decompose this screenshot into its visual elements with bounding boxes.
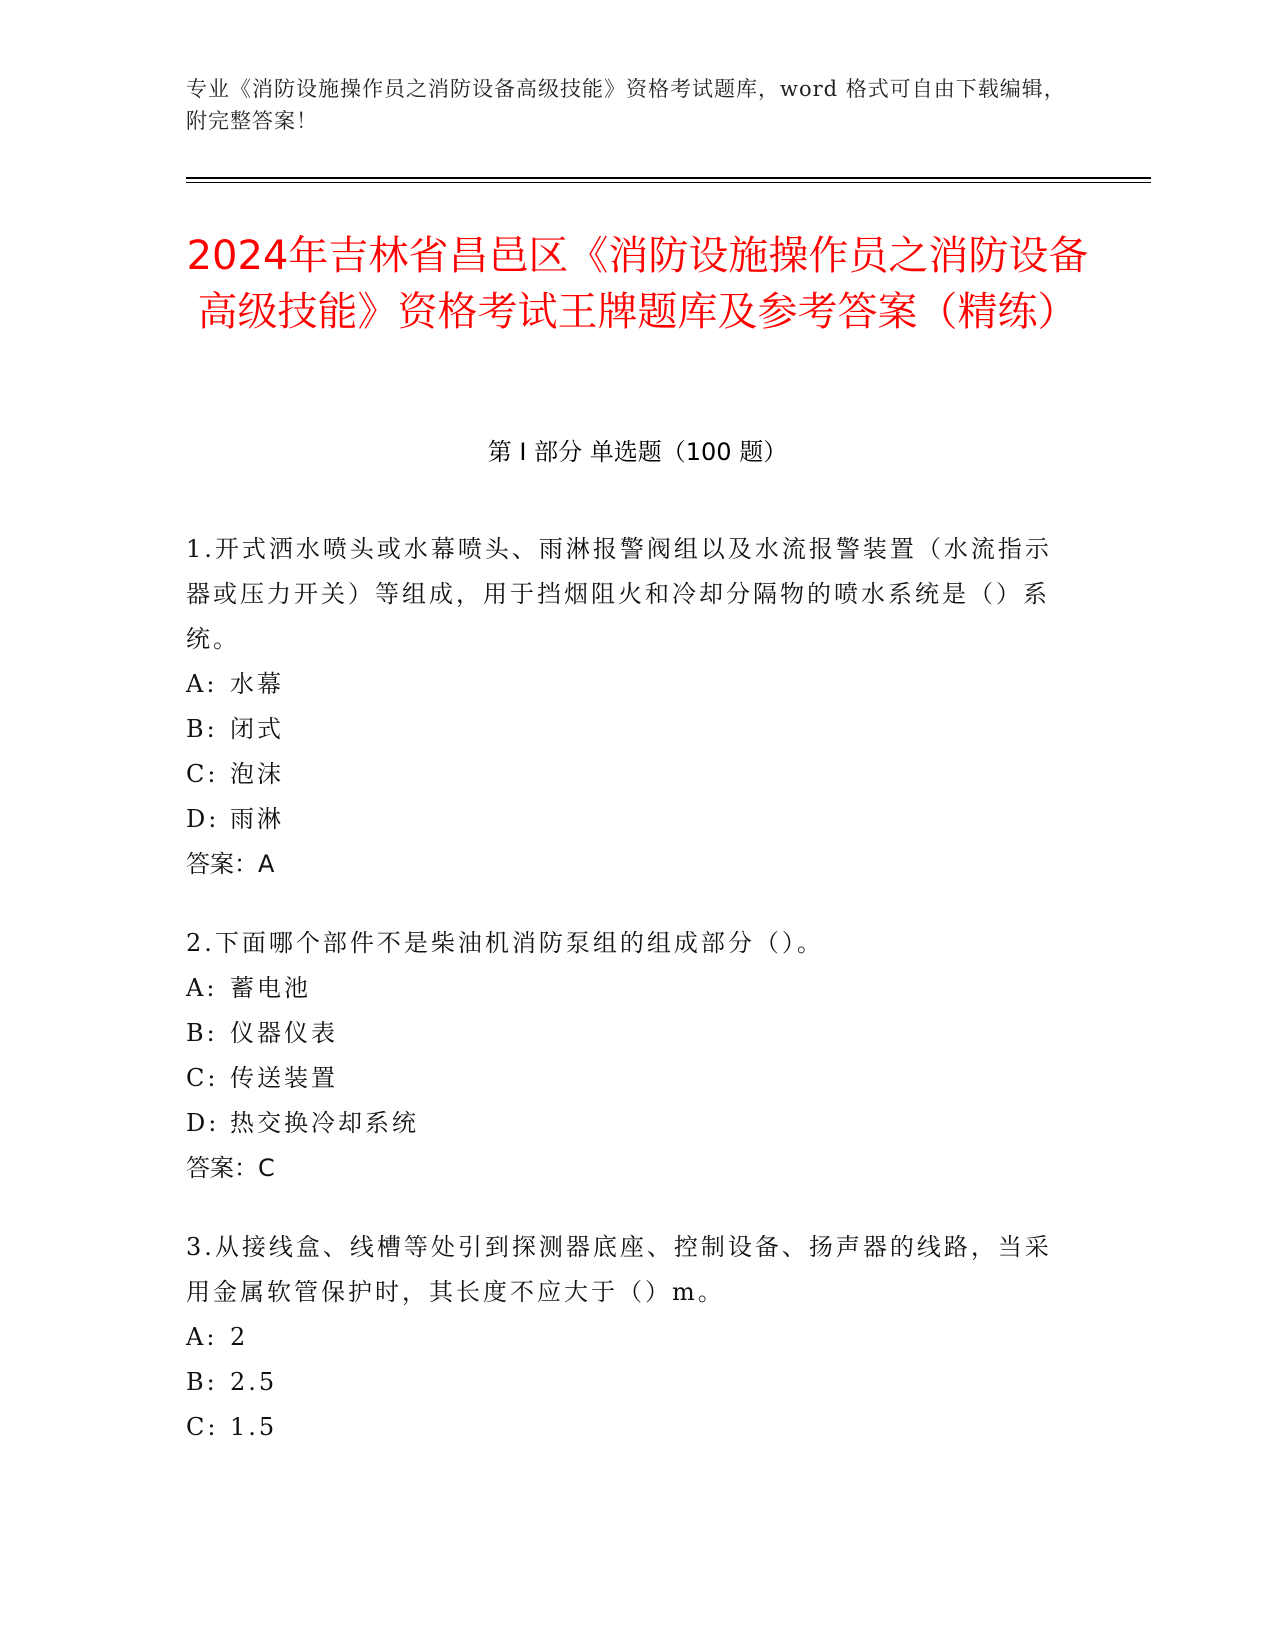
section-heading: 第 I 部分 单选题（100 题） [487,438,788,466]
option-key: C: [186,1413,219,1441]
option-text: 水幕 [230,670,284,698]
option-text: 闭式 [230,715,284,743]
option-a [186,1315,1066,1360]
question-1 [186,527,1066,887]
option-c [186,1056,1066,1101]
option-key: A: [186,974,218,1002]
option-text: 泡沫 [230,760,284,788]
option-c [186,1405,1066,1450]
question-3 [186,1225,1066,1450]
option-a [186,662,1066,707]
option-text: 传送装置 [230,1064,338,1092]
option-key: B: [186,1368,218,1396]
option-text: 蓄电池 [230,974,311,1002]
question-stem: 2.下面哪个部件不是柴油机消防泵组的组成部分（）。 [186,929,824,957]
option-key: D: [186,805,220,833]
option-key: B: [186,715,218,743]
option-text: 1.5 [230,1413,278,1441]
option-c [186,752,1066,797]
option-text: 雨淋 [230,805,284,833]
header-divider-thin [186,182,1151,183]
option-d [186,1101,1066,1146]
option-key: B: [186,1019,218,1047]
option-d [186,797,1066,842]
option-key: A: [186,670,218,698]
document-title: 2024年吉林省昌邑区《消防设施操作员之消防设备高级技能》资格考试王牌题库及参考答案（精练） [186,233,1089,335]
answer: 答案：A [186,850,275,878]
option-key: C: [186,1064,219,1092]
answer: 答案：C [186,1154,275,1182]
option-key: C: [186,760,219,788]
option-text: 2.5 [230,1368,278,1396]
option-text: 热交换冷却系统 [230,1109,419,1137]
option-a [186,966,1066,1011]
option-text: 2 [230,1323,249,1351]
option-text: 仪器仪表 [230,1019,338,1047]
header-note: 专业《消防设施操作员之消防设备高级技能》资格考试题库，word 格式可自由下载编辑，附完整答案！ [186,77,1066,133]
question-list [186,527,1066,1484]
question-stem: 3.从接线盒、线槽等处引到探测器底座、控制设备、扬声器的线路，当采用金属软管保护时，其长度不应大于（）m。 [186,1233,1052,1306]
option-b [186,707,1066,752]
option-b [186,1360,1066,1405]
question-2 [186,921,1066,1191]
option-b [186,1011,1066,1056]
header-divider-thick [186,177,1151,179]
option-key: D: [186,1109,220,1137]
question-stem: 1.开式洒水喷头或水幕喷头、雨淋报警阀组以及水流报警装置（水流指示器或压力开关）等组成，用于挡烟阻火和冷却分隔物的喷水系统是（）系统。 [186,535,1052,653]
option-key: A: [186,1323,218,1351]
